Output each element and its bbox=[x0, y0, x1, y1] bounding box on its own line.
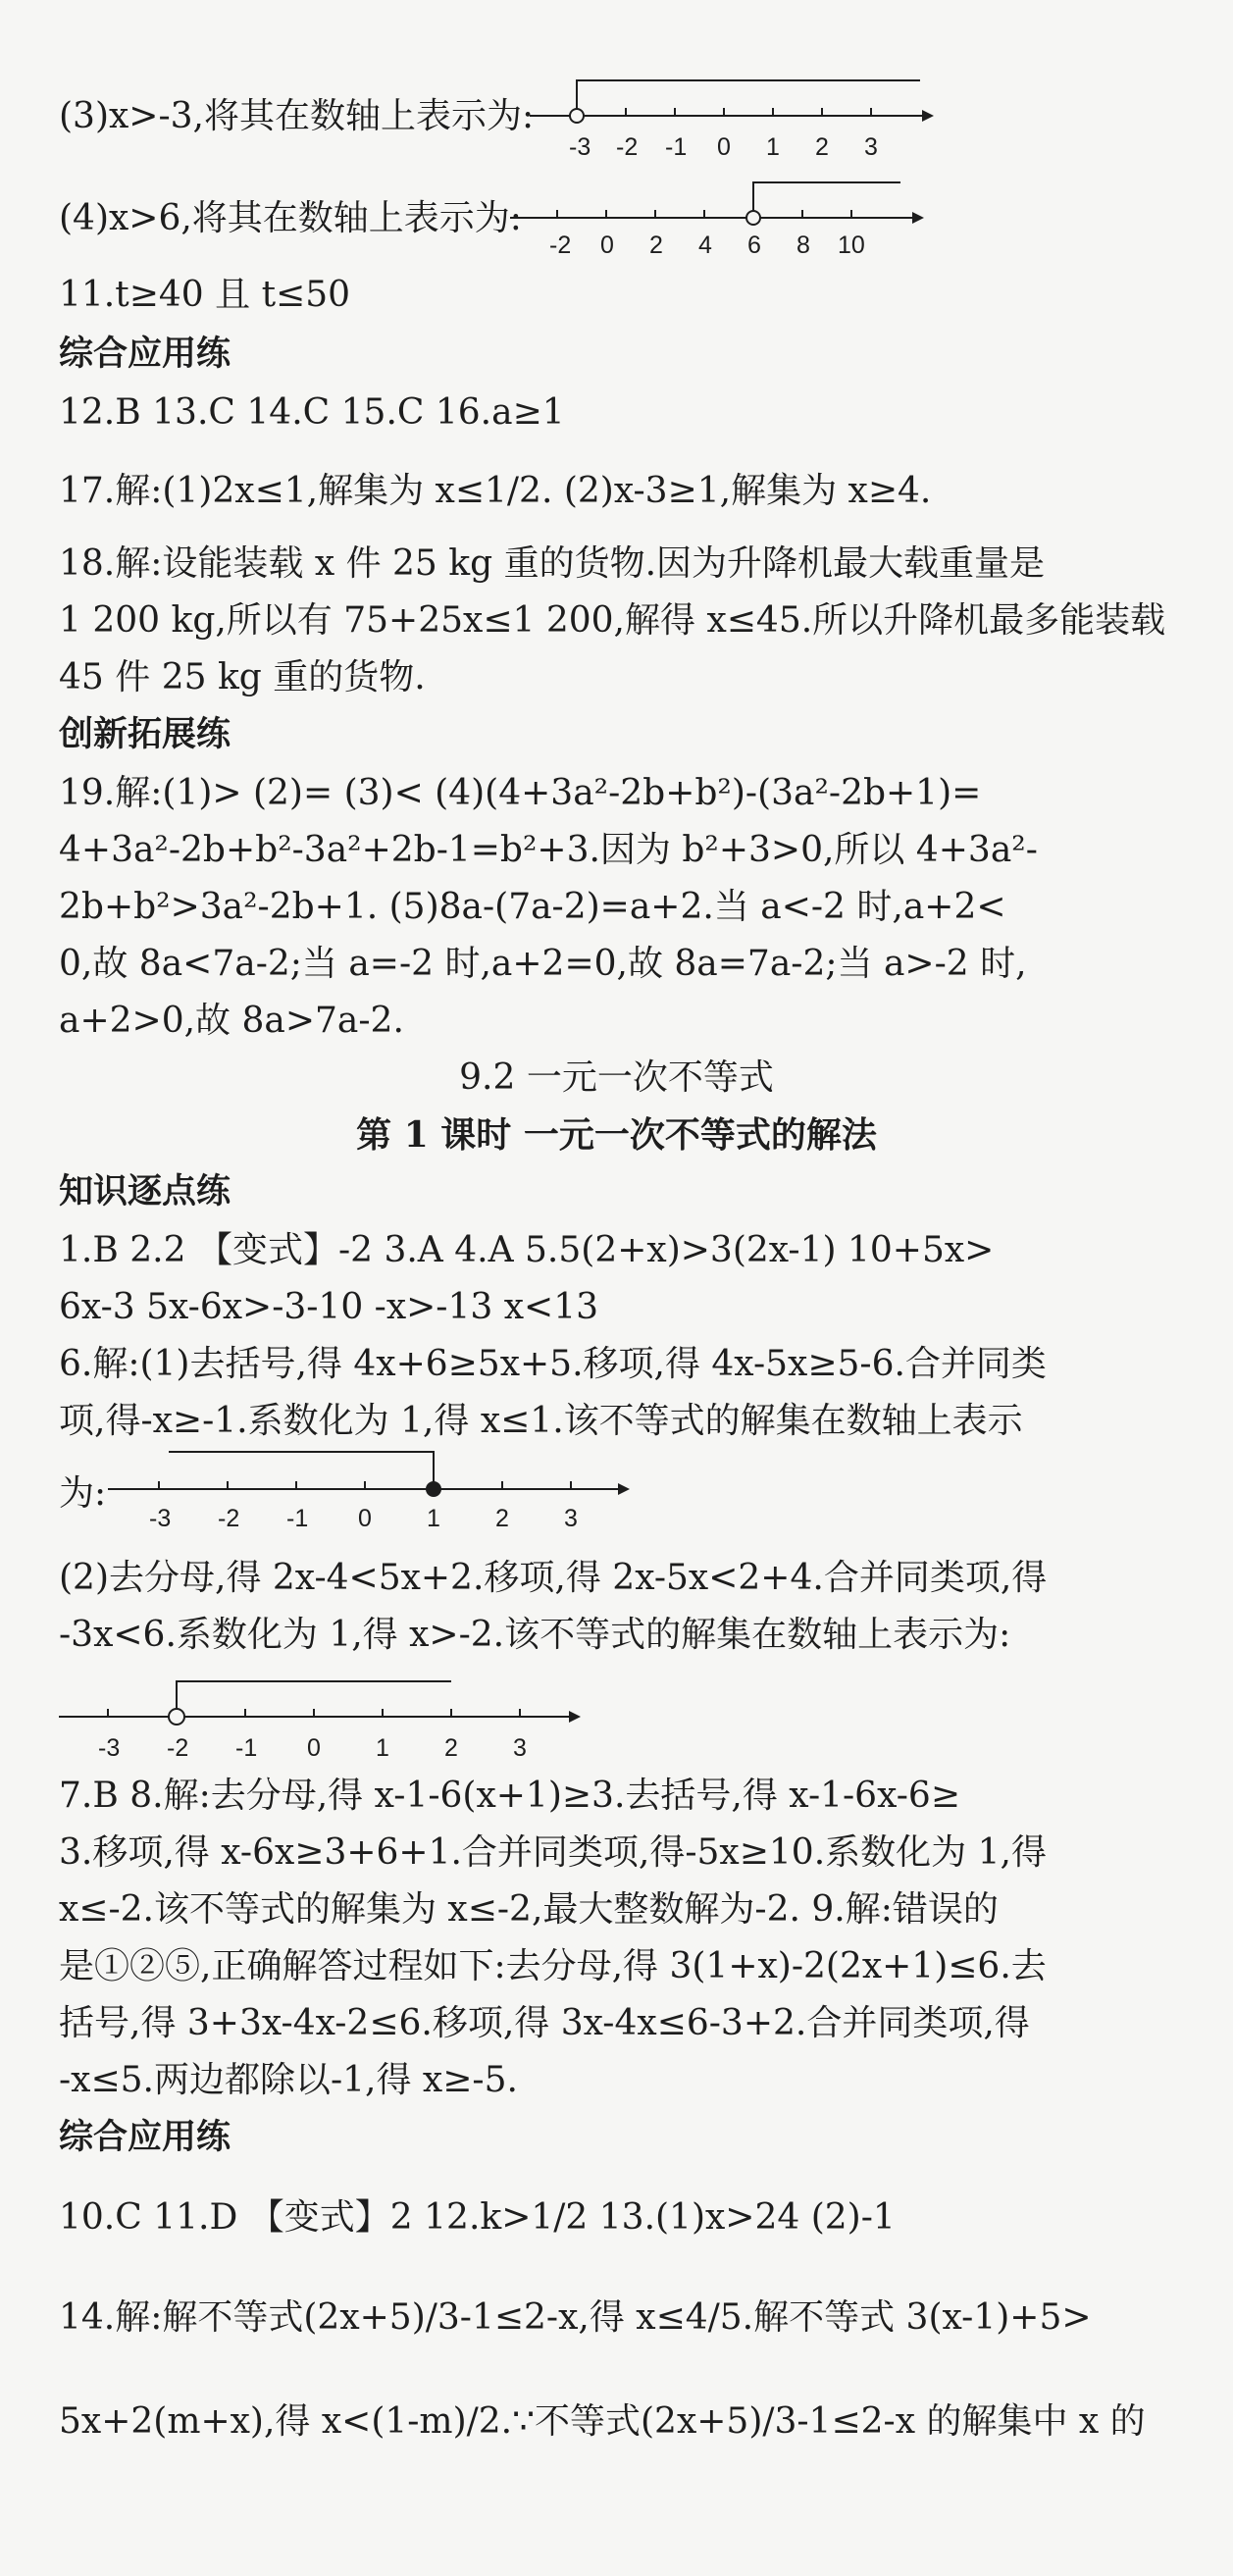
number-line bbox=[108, 1438, 638, 1536]
solution-bracket bbox=[753, 182, 900, 212]
open-point bbox=[570, 109, 584, 123]
tick-label: 3 bbox=[513, 1734, 527, 1762]
answer-line: 6x-3 5x-6x>-3-10 -x>-13 x<13 bbox=[59, 1287, 599, 1327]
tick-label: -3 bbox=[98, 1734, 121, 1762]
answer-line: (2)去分母,得 2x-4<5x+2.移项,得 2x-5x<2+4.合并同类项,得 bbox=[59, 1558, 1048, 1598]
tick-label: 0 bbox=[358, 1505, 372, 1532]
tick-label: 10 bbox=[838, 232, 865, 259]
number-line bbox=[59, 1668, 608, 1766]
solution-bracket bbox=[169, 1452, 434, 1483]
answer-line: 3.移项,得 x-6x≥3+6+1.合并同类项,得-5x≥10.系数化为 1,得 bbox=[59, 1832, 1047, 1873]
tick-label: 3 bbox=[864, 133, 878, 161]
tick-label: 3 bbox=[564, 1505, 578, 1532]
open-point bbox=[169, 1709, 184, 1725]
open-point bbox=[746, 211, 760, 225]
answer-line: a+2>0,故 8a>7a-2. bbox=[59, 1001, 404, 1041]
tick-label: -3 bbox=[569, 133, 591, 161]
tick-label: 0 bbox=[600, 232, 614, 259]
tick-label: 0 bbox=[717, 133, 731, 161]
tick-label: 0 bbox=[307, 1734, 321, 1762]
tick-label: 6 bbox=[747, 232, 761, 259]
tick-label: -1 bbox=[286, 1505, 309, 1532]
answer-line: (3)x>-3,将其在数轴上表示为: bbox=[59, 96, 535, 136]
answer-line: 45 件 25 kg 重的货物. bbox=[59, 657, 426, 697]
section-heading: 知识逐点练 bbox=[59, 1172, 231, 1211]
tick-label: -2 bbox=[167, 1734, 189, 1762]
number-line bbox=[530, 73, 942, 161]
answer-line: x≤-2.该不等式的解集为 x≤-2,最大整数解为-2. 9.解:错误的 bbox=[59, 1889, 999, 1930]
answer-line: 17.解:(1)2x≤1,解集为 x≤1/2. (2)x-3≥1,解集为 x≥4. bbox=[59, 471, 932, 511]
closed-point bbox=[426, 1481, 441, 1497]
tick-label: 1 bbox=[766, 133, 780, 161]
answer-line: -x≤5.两边都除以-1,得 x≥-5. bbox=[59, 2060, 518, 2100]
tick-label: -2 bbox=[616, 133, 639, 161]
answer-line: 1.B 2.2 【变式】-2 3.A 4.A 5.5(2+x)>3(2x-1) 10+5x> bbox=[59, 1230, 995, 1270]
answer-line: 14.解:解不等式(2x+5)/3-1≤2-x,得 x≤4/5.解不等式 3(x-1)+5> bbox=[59, 2297, 1092, 2338]
tick-label: 2 bbox=[649, 232, 663, 259]
answer-line: 2b+b²>3a²-2b+1. (5)8a-(7a-2)=a+2.当 a<-2 时,a+2< bbox=[59, 887, 1006, 927]
tick-label: -3 bbox=[149, 1505, 172, 1532]
answer-line: 6.解:(1)去括号,得 4x+6≥5x+5.移项,得 4x-5x≥5-6.合并同类 bbox=[59, 1344, 1047, 1384]
section-heading: 综合应用练 bbox=[59, 2118, 231, 2157]
answer-line: 是①②⑤,正确解答过程如下:去分母,得 3(1+x)-2(2x+1)≤6.去 bbox=[59, 1946, 1047, 1986]
answer-line: 0,故 8a<7a-2;当 a=-2 时,a+2=0,故 8a=7a-2;当 a>-2 时, bbox=[59, 944, 1027, 984]
answer-line: 1 200 kg,所以有 75+25x≤1 200,解得 x≤45.所以升降机最多能装载 bbox=[59, 600, 1166, 641]
tick-label: 1 bbox=[427, 1505, 440, 1532]
number-line bbox=[510, 169, 932, 257]
section-heading: 创新拓展练 bbox=[59, 715, 231, 754]
answer-line: 括号,得 3+3x-4x-2≤6.移项,得 3x-4x≤6-3+2.合并同类项,得 bbox=[59, 2003, 1030, 2043]
tick-label: 2 bbox=[444, 1734, 458, 1762]
tick-label: 2 bbox=[495, 1505, 509, 1532]
answer-line: 项,得-x≥-1.系数化为 1,得 x≤1.该不等式的解集在数轴上表示 bbox=[59, 1401, 1023, 1441]
solution-bracket bbox=[577, 80, 920, 110]
answer-line: 12.B 13.C 14.C 15.C 16.a≥1 bbox=[59, 392, 565, 433]
lesson-heading: 第 1 课时 一元一次不等式的解法 bbox=[356, 1114, 877, 1156]
answer-line: 11.t≥40 且 t≤50 bbox=[59, 275, 351, 315]
answer-line: 7.B 8.解:去分母,得 x-1-6(x+1)≥3.去括号,得 x-1-6x-6≥ bbox=[59, 1776, 960, 1816]
answer-line: 10.C 11.D 【变式】2 12.k>1/2 13.(1)x>24 (2)-1 bbox=[59, 2197, 896, 2238]
answer-line: -3x<6.系数化为 1,得 x>-2.该不等式的解集在数轴上表示为: bbox=[59, 1615, 1011, 1655]
answer-line: 18.解:设能装载 x 件 25 kg 重的货物.因为升降机最大载重量是 bbox=[59, 543, 1046, 584]
chapter-heading: 9.2 一元一次不等式 bbox=[459, 1057, 774, 1098]
tick-label: 2 bbox=[815, 133, 829, 161]
tick-label: -1 bbox=[665, 133, 688, 161]
solution-bracket bbox=[177, 1681, 451, 1711]
tick-label: -2 bbox=[218, 1505, 240, 1532]
answer-line: 19.解:(1)> (2)= (3)< (4)(4+3a²-2b+b²)-(3a²-2b+1)= bbox=[59, 773, 982, 813]
section-heading: 综合应用练 bbox=[59, 335, 231, 374]
tick-label: 1 bbox=[376, 1734, 389, 1762]
tick-label: 4 bbox=[698, 232, 712, 259]
number-line-ticks bbox=[577, 108, 871, 116]
answer-line: 为: bbox=[59, 1473, 107, 1514]
answer-line: 5x+2(m+x),得 x<(1-m)/2.∵不等式(2x+5)/3-1≤2-x 的解集中 x 的 bbox=[59, 2401, 1146, 2442]
answer-line: 4+3a²-2b+b²-3a²+2b-1=b²+3.因为 b²+3>0,所以 4+3a²- bbox=[59, 830, 1038, 870]
tick-label: 8 bbox=[796, 232, 810, 259]
answer-line: (4)x>6,将其在数轴上表示为: bbox=[59, 198, 522, 238]
tick-label: -1 bbox=[235, 1734, 258, 1762]
tick-label: -2 bbox=[549, 232, 572, 259]
